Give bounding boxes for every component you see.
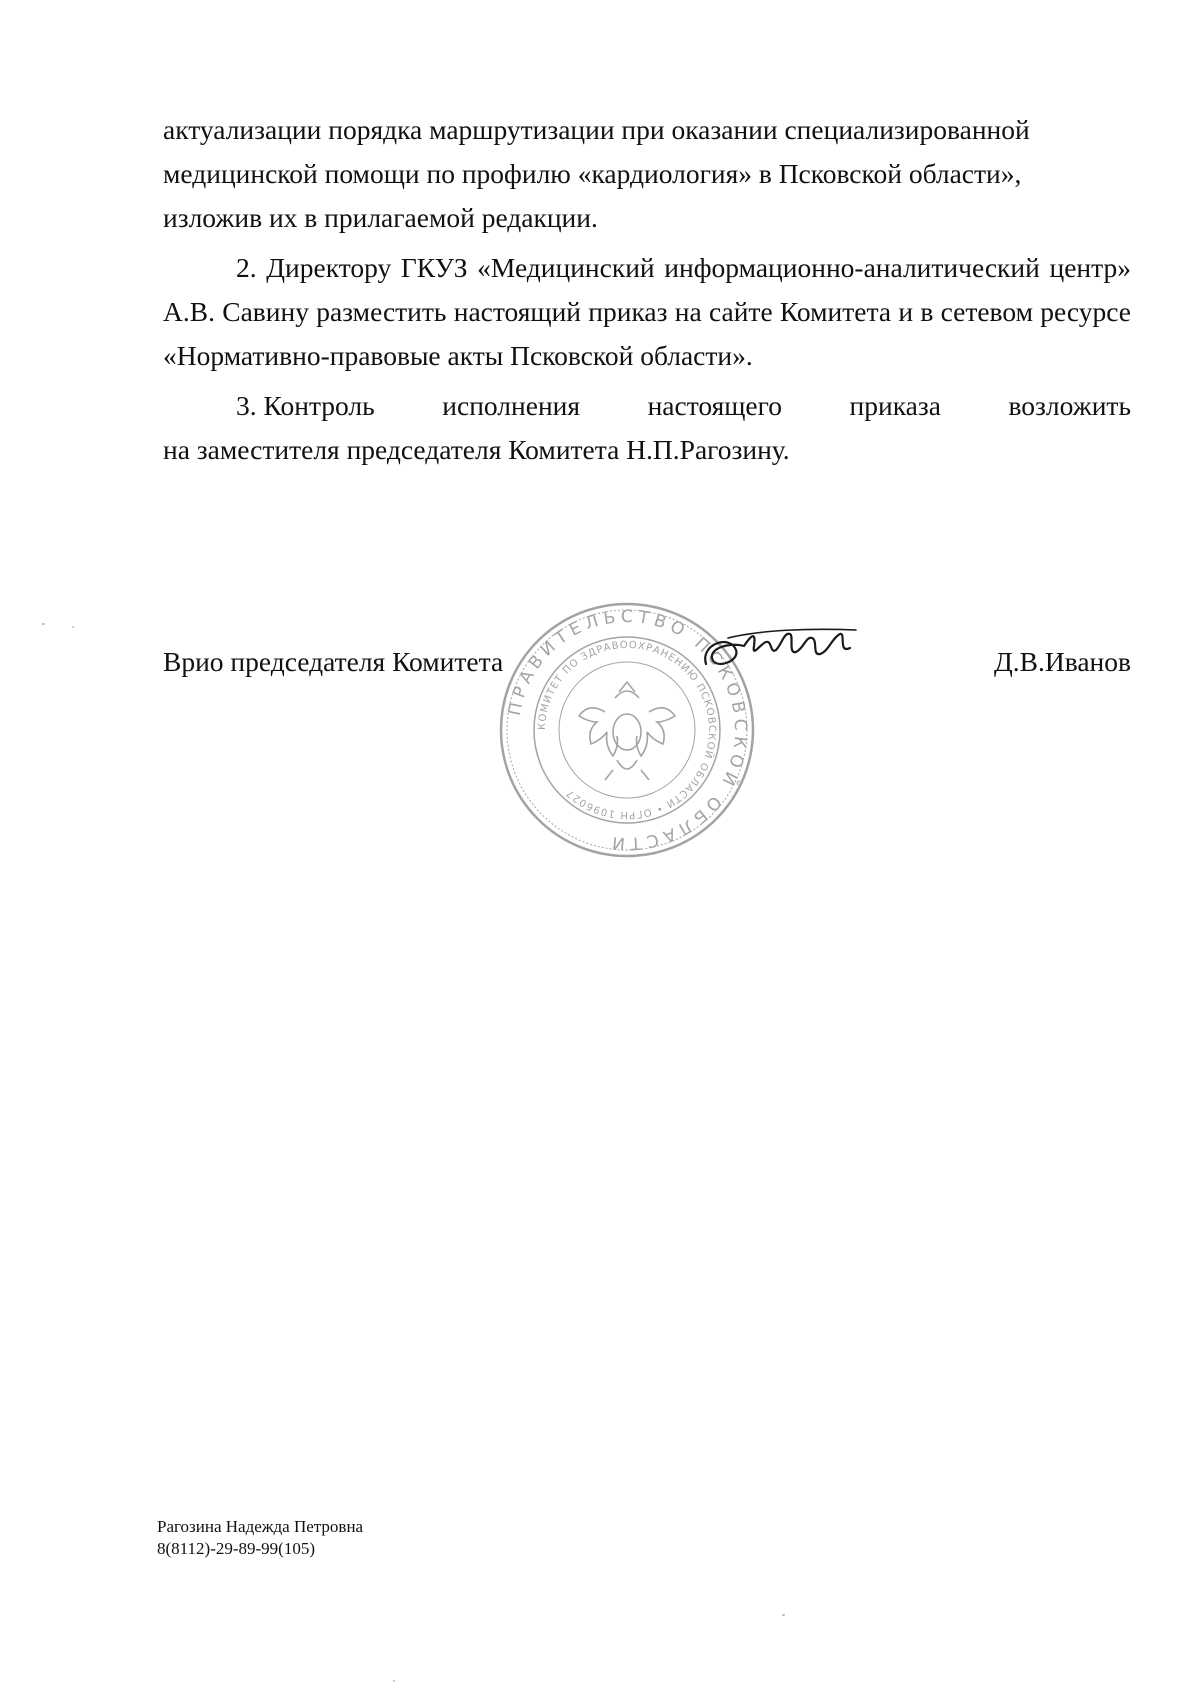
item-3-word: настоящего <box>647 390 782 421</box>
seal-inner-text: КОМИТЕТ ПО ЗДРАВООХРАНЕНИЮ ПСКОВСКОЙ ОБЛАСТИ • ОГРН 1096027 <box>536 639 718 821</box>
handwritten-signature <box>700 624 860 682</box>
scan-speck <box>72 626 74 628</box>
continuation-line-1: актуализации порядка маршрутизации при оказании специализированной <box>163 114 1030 145</box>
signatory-name: Д.В.Иванов <box>994 646 1131 677</box>
item-3-word: приказа <box>849 390 941 421</box>
continuation-line-3: изложив их в прилагаемой редакции. <box>163 202 598 233</box>
continuation-line-2: медицинской помощи по профилю «кардиология» в Псковской области», <box>163 158 1022 189</box>
scan-speck <box>782 1614 785 1616</box>
item-3-word: возложить <box>1008 390 1131 421</box>
contact-footer <box>157 1516 363 1560</box>
scan-speck <box>393 1680 395 1682</box>
item-3-first-line <box>163 384 1131 428</box>
item-3-second-line: на заместителя председателя Комитета Н.П.Рагозину. <box>163 434 790 465</box>
item-2-paragraph: 2. Директору ГКУЗ «Медицинский информационно-аналитический центр» А.В. Савину разместить настоящий приказ на сайте Комитета и в сетевом ресурсе «Нормативно-правовые акты Псковской области». <box>163 252 1131 371</box>
seal-outer-text: ПРАВИТЕЛЬСТВО ПСКОВСКОЙ ОБЛАСТИ <box>504 606 751 854</box>
coat-of-arms-icon <box>579 682 675 780</box>
svg-text:КОМИТЕТ ПО ЗДРАВООХРАНЕНИЮ ПСК <box>537 640 717 820</box>
contact-phone: 8(8112)-29-89-99(105) <box>157 1539 315 1558</box>
scan-speck <box>42 623 45 625</box>
signatory-position: Врио председателя Комитета <box>163 646 504 677</box>
item-3-word: исполнения <box>442 390 581 421</box>
contact-name: Рагозина Надежда Петровна <box>157 1517 364 1536</box>
item-3-word: 3. Контроль <box>236 390 375 421</box>
document-body <box>163 108 1131 472</box>
